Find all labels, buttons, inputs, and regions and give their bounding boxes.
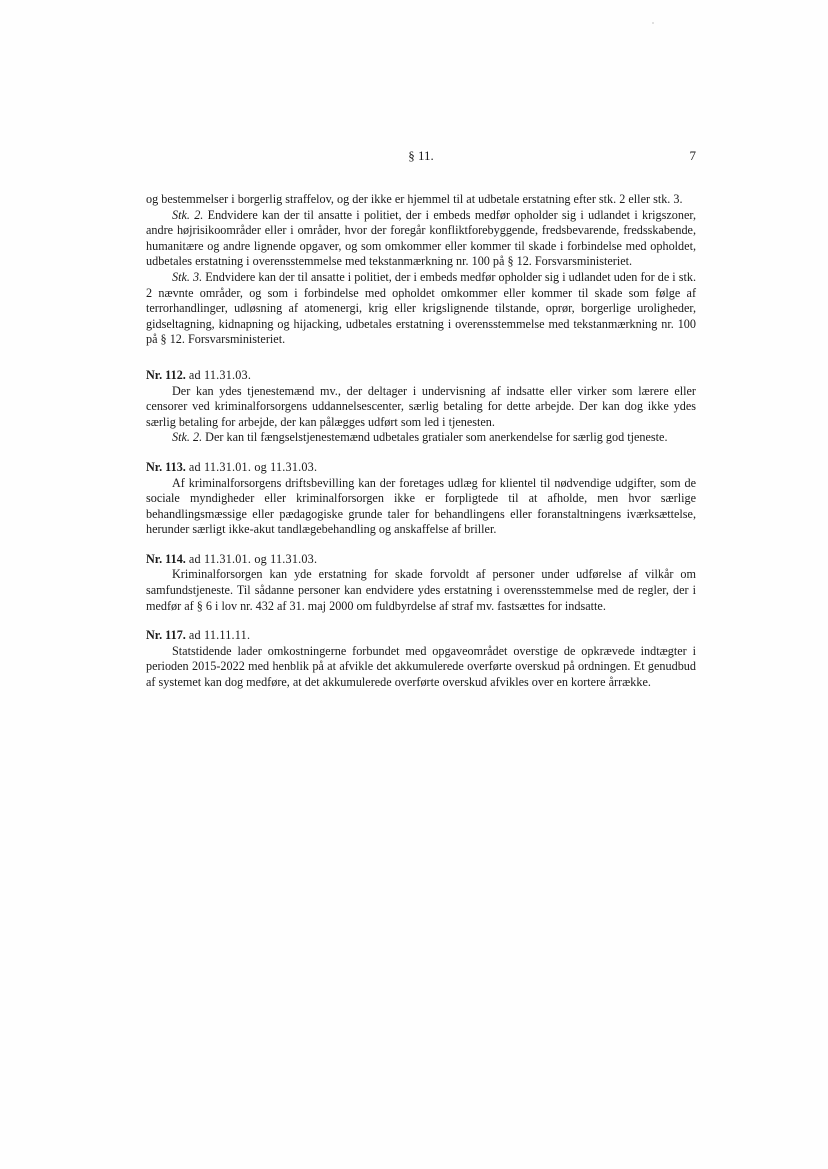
paragraph: Af kriminalforsorgens driftsbevilling kan der foretages udlæg for klientel til nødvendige udgifter, som de sociale myndigheder eller kriminalforsorgen ikke er forpligtede til at afholde, men hvor særlige behandlingsmæssige eller pædagogiske grunde taler for behandlingens eller foranstaltningens iværksættelse, herunder særligt ikke-akut tandlægebehandling og anskaffelse af briller. <box>146 475 696 537</box>
note-number: Nr. 114. <box>146 551 186 566</box>
paragraph: Kriminalforsorgen kan yde erstatning for skade forvoldt af personer under udførelse af vilkår om samfundstjeneste. Til sådanne personer kan endvidere ydes erstatning i overensstemmelse med de regler, der i medfør af § 6 i lov nr. 432 af 31. maj 2000 om fuldbyrdelse af straf mv. fastsættes for indsatte. <box>146 567 696 613</box>
paragraph: og bestemmelser i borgerlig straffelov, og der ikke er hjemmel til at udbetale erstatning efter stk. 2 eller stk. 3. <box>146 192 683 206</box>
paragraph-text: Endvidere kan der til ansatte i politiet, der i embeds medfør opholder sig i udlandet uden for de i stk. 2 nævnte områder, og som i forbindelse med opholdet omkommer eller kommer til skade som følge af terrorhandlinger, udløsning af atomenergi, krig eller krigslignende tilstande, oprør, borgerlige uroligheder, gidseltagning, kidnapning og hijacking, udbetales erstatning i overensstemmelse med tekstanmærkning nr. 100 på § 12. Forsvarsministeriet. <box>146 269 697 347</box>
paragraph: Der kan ydes tjenestemænd mv., der deltager i undervisning af indsatte eller virker som lærere eller censorer ved kriminalforsorgens uddannelsescenter, særlig betaling for dette arbejde. Der kan dog ikke ydes særlig betaling for arbejde, der kan pålægges udført som led i tjenesten. <box>146 383 696 429</box>
paragraph-text: Der kan til fængselstjenestemænd udbetales gratialer som anerkendelse for særlig god tjeneste. <box>205 430 668 445</box>
note-heading <box>146 628 696 644</box>
note-heading <box>146 552 696 568</box>
scan-speck <box>652 22 654 24</box>
note-heading <box>146 368 696 384</box>
stk-label: Stk. 2. <box>172 207 204 222</box>
note-114 <box>146 552 696 614</box>
paragraph <box>146 270 696 348</box>
stk-label: Stk. 3. <box>172 269 203 284</box>
note-reference: ad 11.31.01. og 11.31.03. <box>188 551 318 566</box>
note-reference: ad 11.31.03. <box>188 367 252 382</box>
note-112 <box>146 368 696 446</box>
page-number: 7 <box>689 148 696 163</box>
paragraph <box>146 430 696 446</box>
paragraph <box>146 208 696 270</box>
intro-continuation <box>146 192 696 348</box>
note-113 <box>146 460 696 538</box>
stk-label: Stk. 2. <box>172 430 203 445</box>
paragraph-text: Endvidere kan der til ansatte i politiet, der i embeds medfør opholder sig i udlandet i krigszoner, andre højrisikoområder eller i områder, hvor der foregår konfliktforebyggende, fredsbevarende, fredsskabende, humanitære og andre lignende opgaver, og som omkommer eller kommer til skade i forbindelse med opholdet, udbetales erstatning i overensstemmelse med tekstanmærkning nr. 100 på § 12. Forsvarsministeriet. <box>146 207 696 269</box>
note-117 <box>146 628 696 690</box>
note-number: Nr. 112. <box>146 367 186 382</box>
page-header <box>146 148 696 164</box>
page-body <box>146 192 696 691</box>
paragraph: Statstidende lader omkostningerne forbundet med opgaveområdet overstige de opkrævede indtægter i perioden 2015-2022 med henblik på at afvikle det akkumulerede overførte overskud på ordningen. Et genudbud af systemet kan dog medføre, at det akkumulerede overførte overskud afvikles over en kortere årrække. <box>146 643 696 690</box>
note-heading <box>146 460 696 476</box>
note-reference: ad 11.11.11. <box>188 628 251 643</box>
note-number: Nr. 113. <box>146 459 186 474</box>
note-reference: ad 11.31.01. og 11.31.03. <box>188 459 318 474</box>
section-heading: § 11. <box>408 148 434 163</box>
note-number: Nr. 117. <box>146 628 186 643</box>
